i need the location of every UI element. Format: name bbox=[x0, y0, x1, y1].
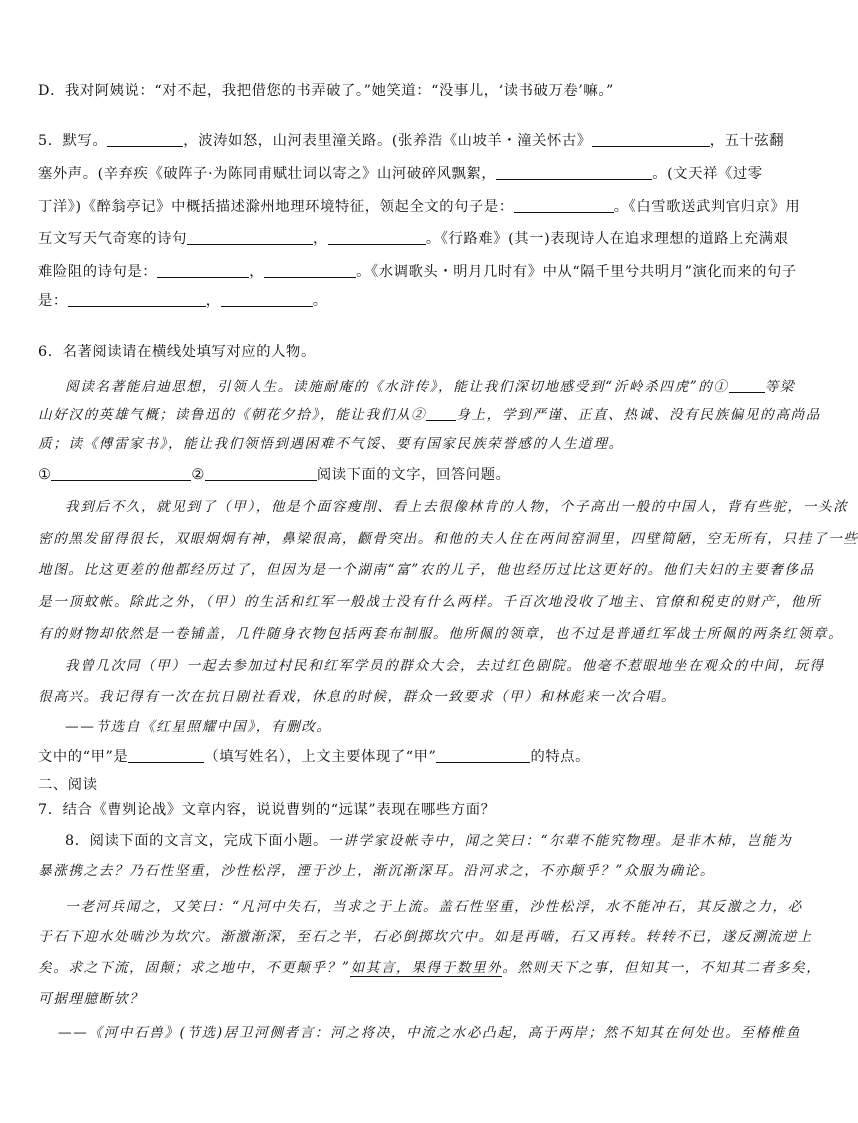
text: ① bbox=[38, 467, 52, 483]
text: 身上，学到严谨、正直、热诚、没有民族偏见的高尚品 bbox=[456, 407, 821, 423]
fill-blank[interactable] bbox=[107, 132, 183, 147]
q5-line-5 bbox=[38, 262, 797, 282]
fill-blank[interactable] bbox=[128, 748, 204, 763]
passage-line-3: 地图。比这更差的他都经历过了，但因为是一个湖南“富”农的儿子，他也经历过比这更好的。他们夫妇的主要奢侈品 bbox=[38, 562, 815, 578]
text: ， bbox=[249, 264, 265, 280]
q6-title: 6．名著阅读请在横线处填写对应的人物。 bbox=[38, 344, 316, 360]
passage-source: ——节选自《红星照耀中国》，有删改。 bbox=[65, 719, 332, 735]
text: （填写姓名），上文主要体现了“甲” bbox=[204, 749, 437, 765]
fill-blank[interactable] bbox=[187, 230, 313, 245]
text: 阅读名著能启迪思想，引领人生。读施耐庵的《水浒传》，能让我们深切地感受到“沂岭杀四虎”的① bbox=[65, 379, 729, 395]
fill-blank[interactable] bbox=[426, 406, 456, 421]
text: 阅读下面的文字，回答问题。 bbox=[316, 467, 511, 483]
fill-blank[interactable] bbox=[221, 292, 313, 307]
q6-para-line-3: 质；读《傅雷家书》，能让我们领悟到遇困难不气馁、要有国家民族荣誉感的人生道理。 bbox=[38, 436, 624, 452]
q8-line-3: 一老河兵闻之，又笑曰：“凡河中失石，当求之于上流。盖石性坚重，沙性松浮，水不能冲石，其反激之力，必 bbox=[65, 899, 803, 915]
fill-blank[interactable] bbox=[514, 198, 614, 213]
q8-line-5 bbox=[38, 958, 822, 978]
text: 。 bbox=[312, 293, 328, 309]
text: 互文写天气奇寒的诗句 bbox=[38, 231, 187, 247]
q8-line-1 bbox=[65, 831, 793, 851]
q8-line-2: 暴涨携之去？乃石性坚重，沙性松浮，湮于沙上，渐沉渐深耳。沿河求之，不亦颠乎？”众服为确论。 bbox=[38, 863, 716, 879]
text: 丁洋》)《醉翁亭记》中概括描述滁州地理环境特征，领起全文的句子是： bbox=[38, 199, 514, 215]
text: 的特点。 bbox=[530, 749, 591, 765]
text: 矣。求之下流，固颠；求之地中，不更颠乎？” bbox=[38, 960, 351, 976]
text: 。(文天祥《过零 bbox=[652, 166, 763, 182]
text: 是： bbox=[38, 293, 68, 309]
text: 8．阅读下面的文言文，完成下面小题。 bbox=[65, 833, 328, 849]
fill-blank[interactable] bbox=[436, 748, 530, 763]
text: 。然则天下之事，但知其一，不知其二者多矣， bbox=[502, 960, 822, 976]
passage-line-2: 密的黑发留得很长，双眼炯炯有神，鼻梁很高，颧骨突出。和他的夫人住在两间窑洞里，四壁简陋，空无所有，只挂了一些 bbox=[38, 531, 858, 547]
q5-line-1 bbox=[38, 131, 785, 151]
passage-line-1: 我到后不久，就见到了（甲），他是个面容瘦削、看上去很像林肯的人物，个子高出一般的中国人，背有些驼，一头浓 bbox=[65, 499, 849, 515]
fill-blank[interactable] bbox=[592, 132, 710, 147]
fill-blank[interactable] bbox=[205, 466, 317, 481]
q8-line-6: 可据理臆断欤？ bbox=[38, 991, 145, 1007]
q7: 7．结合《曹刿论战》文章内容，说说曹刿的“远谋”表现在哪些方面？ bbox=[38, 802, 496, 818]
text: 。《水调歌头・明月几时有》中从“隔千里兮共明月”演化而来的句子 bbox=[356, 264, 797, 280]
q5-line-2 bbox=[38, 164, 763, 184]
q6-para-line-1 bbox=[65, 377, 796, 397]
text: ， bbox=[205, 293, 221, 309]
underlined-sentence: 如其言，果得于数里外 bbox=[350, 960, 503, 976]
fill-blank[interactable] bbox=[264, 263, 356, 278]
passage-line-6: 我曾几次同（甲）一起去参加过村民和红军学员的群众大会，去过红色剧院。他毫不惹眼地坐在观众的中间，玩得 bbox=[65, 658, 825, 674]
passage-question bbox=[38, 747, 758, 767]
text: ，五十弦翻 bbox=[709, 133, 785, 149]
text: ② bbox=[191, 467, 205, 483]
text: 难险阻的诗句是： bbox=[38, 264, 158, 280]
text: 5．默写。 bbox=[38, 133, 108, 149]
passage-line-7: 很高兴。我记得有一次在抗日剧社看戏，休息的时候，群众一致要求（甲）和林彪来一次合唱。 bbox=[38, 689, 677, 705]
text: 。《白雪歌送武判官归京》用 bbox=[613, 199, 801, 215]
q5-line-4 bbox=[38, 229, 789, 249]
fill-blank[interactable] bbox=[496, 165, 652, 180]
text: 山好汉的英雄气概；读鲁迅的《朝花夕拾》，能让我们从② bbox=[38, 407, 427, 423]
section-heading: 二、阅读 bbox=[38, 777, 98, 793]
text: 文中的“甲”是 bbox=[38, 749, 129, 765]
q6-answer-line bbox=[38, 465, 758, 485]
passage-line-5: 有的财物却依然是一卷铺盖，几件随身衣物包括两套布制服。他所佩的领章，也不过是普通红军战士所佩的两条红领章。 bbox=[38, 626, 844, 642]
text: 一讲学家设帐寺中，闻之笑曰：“尔辈不能究物理。是非木杮，岂能为 bbox=[327, 833, 793, 849]
text: ， bbox=[312, 231, 328, 247]
q6-para-line-2 bbox=[38, 405, 821, 425]
q8-line-7: ——《河中石兽》(节选)居卫河侧者言：河之将决，中流之水必凸起，高于两岸；然不知其在何处也。至椿椎鱼 bbox=[58, 1025, 802, 1041]
q8-line-4: 于石下迎水处啮沙为坎穴。渐激渐深，至石之半，石必倒掷坎穴中。如是再啮，石又再转。转转不已，遂反溯流逆上 bbox=[38, 929, 813, 945]
fill-blank[interactable] bbox=[328, 230, 426, 245]
text: 塞外声。(辛弃疾《破阵子·为陈同甫赋壮词以寄之》山河破碎风飘絮， bbox=[38, 166, 497, 182]
fill-blank[interactable] bbox=[729, 378, 765, 393]
fill-blank[interactable] bbox=[68, 292, 206, 307]
passage-line-4: 是一顶蚊帐。除此之外，（甲）的生活和红军一般战士没有什么两样。千百次地没收了地主、官僚和税吏的财产，他所 bbox=[38, 594, 822, 610]
option-d: D．我对阿姨说：“对不起，我把借您的书弄破了。”她笑道：“没事儿，‘读书破万卷’嘛。” bbox=[38, 83, 614, 99]
fill-blank[interactable] bbox=[157, 263, 249, 278]
text: 。《行路难》(其一)表现诗人在追求理想的道路上充满艰 bbox=[425, 231, 789, 247]
q5-line-6 bbox=[38, 291, 758, 311]
q5-line-3 bbox=[38, 197, 801, 217]
text: ，波涛如怒，山河表里潼关路。(张养浩《山坡羊・潼关怀古》 bbox=[183, 133, 592, 149]
text: 等梁 bbox=[764, 379, 796, 395]
fill-blank[interactable] bbox=[51, 466, 191, 481]
